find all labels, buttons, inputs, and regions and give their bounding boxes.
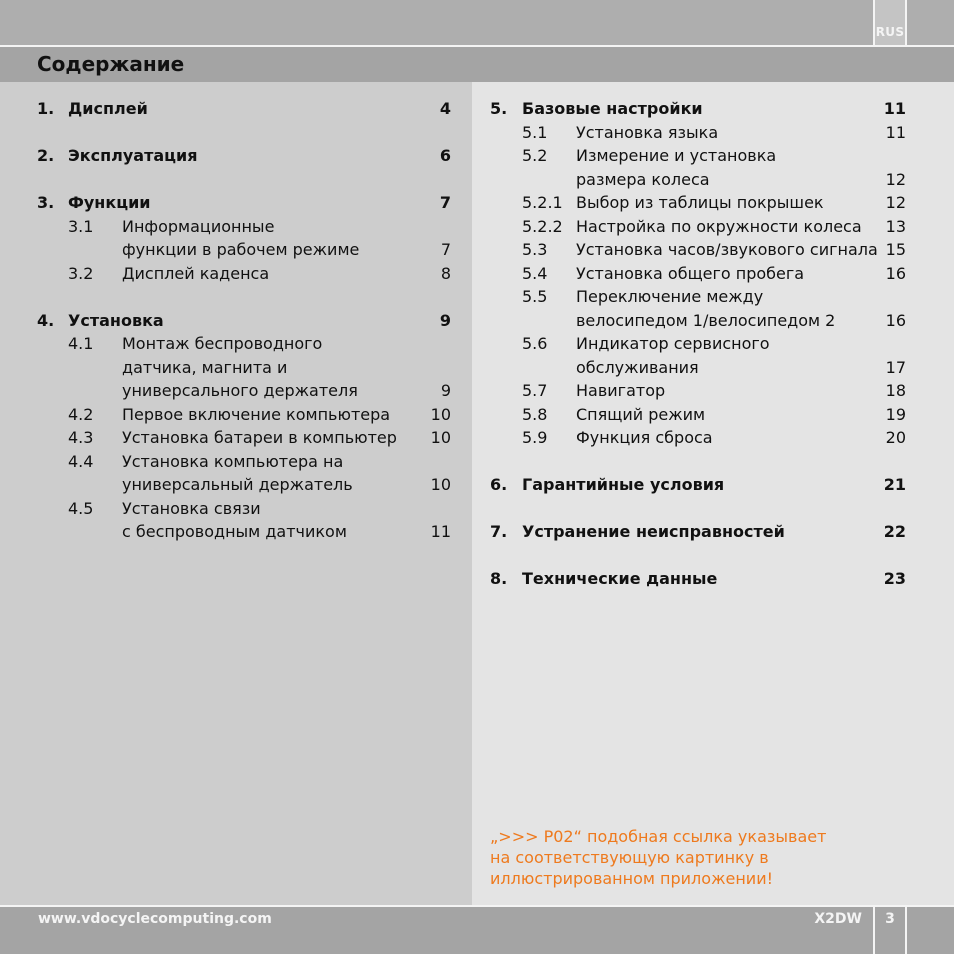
toc-entry-number: 6. <box>490 475 508 494</box>
toc-entry-title: датчика, магнита и <box>122 357 288 377</box>
toc-entry-number: 5.2.1 <box>522 193 563 212</box>
toc-entry-title: Установка компьютера на <box>122 451 344 471</box>
toc-entry-page: 20 <box>885 428 906 447</box>
page-number: 3 <box>885 911 895 927</box>
toc-entry-page: 10 <box>430 428 451 447</box>
toc-entry-number: 4.2 <box>68 404 94 424</box>
toc-entry-page: 17 <box>885 357 906 377</box>
toc-entry-number: 5.8 <box>522 404 548 424</box>
toc-entry-number: 5.5 <box>522 287 548 306</box>
toc-entry-number: 4.1 <box>68 334 94 353</box>
language-label: RUS <box>875 25 905 39</box>
reference-note <box>490 826 870 889</box>
toc-entry-page: 12 <box>885 169 906 189</box>
toc-entry-title: Установка общего пробега <box>576 263 805 283</box>
toc-entry-number: 3.1 <box>68 216 94 236</box>
toc-entry-number: 1. <box>37 99 55 118</box>
toc-entry-title: Настройка по окружности колеса <box>576 216 862 236</box>
toc-entry-title: Измерение и установка <box>576 146 777 165</box>
footer-model: X2DW <box>814 911 862 927</box>
toc-entry-page: 18 <box>885 381 906 400</box>
note-line: на соответствующую картинку в <box>490 848 769 867</box>
toc-entry-title: Функция сброса <box>576 428 713 447</box>
toc-entry-page: 15 <box>885 240 906 259</box>
note-line: „>>> P02“ подобная ссылка указывает <box>490 827 827 846</box>
toc-entry-title: Навигатор <box>576 381 666 400</box>
toc-entry-title: Переключение между <box>576 287 764 306</box>
toc-entry-number: 5.3 <box>522 240 548 259</box>
toc-entry-number: 5. <box>490 99 508 118</box>
toc-entry-title: Устранение неисправностей <box>522 522 785 541</box>
toc-entry-number: 3.2 <box>68 263 94 283</box>
toc-entry-number: 8. <box>490 569 508 588</box>
toc-entry-number: 5.1 <box>522 122 548 142</box>
toc-entry-page: 10 <box>430 404 451 424</box>
toc-entry-page: 16 <box>885 263 906 283</box>
toc-entry-title: Установка связи <box>122 498 261 518</box>
toc-entry-page: 8 <box>440 263 451 283</box>
page-title: Содержание <box>37 52 185 76</box>
toc-entry-title: универсального держателя <box>122 381 358 400</box>
toc-entry-number: 5.2 <box>522 146 548 165</box>
toc-entry-title: Базовые настройки <box>522 99 703 118</box>
footer-page-tab <box>873 907 907 954</box>
toc-entry-number: 3. <box>37 193 55 212</box>
toc-entry-page: 21 <box>883 475 906 494</box>
toc-entry-number: 5.6 <box>522 334 548 353</box>
toc-entry-page: 16 <box>885 310 906 330</box>
toc-entry-number: 4.4 <box>68 451 94 471</box>
toc-entry-title: Монтаж беспроводного <box>122 334 323 353</box>
toc-entry-page: 11 <box>885 122 906 142</box>
toc-entry-page: 12 <box>885 193 906 212</box>
toc-entry-title: Установка <box>68 310 164 330</box>
toc-entry-page: 22 <box>883 522 906 541</box>
toc-entry-title: Индикатор сервисного <box>576 334 770 353</box>
toc-entry-title: Технические данные <box>522 569 718 588</box>
toc-entry-page: 11 <box>430 522 451 541</box>
toc-entry-number: 5.9 <box>522 428 548 447</box>
toc-entry-title: Дисплей каденса <box>122 263 270 283</box>
toc-entry-number: 4.3 <box>68 428 94 447</box>
note-line: иллюстрированном приложении! <box>490 869 773 888</box>
toc-entry-number: 7. <box>490 522 508 541</box>
top-band <box>0 0 954 45</box>
toc-entry-title: размера колеса <box>576 169 710 189</box>
toc-entry-page: 23 <box>883 569 906 588</box>
title-band <box>0 47 954 82</box>
toc-entry-number: 2. <box>37 146 55 165</box>
toc-entry-page: 7 <box>439 193 451 212</box>
toc-entry-title: Эксплуатация <box>68 146 198 165</box>
toc-entry-page: 19 <box>885 404 906 424</box>
toc-entry-title: Информационные <box>122 216 275 236</box>
toc-entry-page: 10 <box>430 475 451 494</box>
toc-entry-number: 4.5 <box>68 498 94 518</box>
toc-entry-number: 4. <box>37 310 55 330</box>
toc-entry-title: Установка языка <box>576 122 719 142</box>
toc-entry-title: обслуживания <box>576 357 699 377</box>
toc-entry-title: с беспроводным датчиком <box>122 522 347 541</box>
toc-entry-title: функции в рабочем режиме <box>122 240 360 259</box>
toc-entry-page: 9 <box>439 310 451 330</box>
toc-entry-title: велосипедом 1/велосипедом 2 <box>576 310 836 330</box>
toc-entry-title: Функции <box>68 193 151 212</box>
toc-entry-title: Дисплей <box>68 99 148 118</box>
toc-entry-title: Установка часов/звукового сигнала <box>576 240 878 259</box>
language-tab <box>873 0 907 45</box>
toc-entry-page: 6 <box>439 146 451 165</box>
toc-entry-number: 5.2.2 <box>522 216 563 236</box>
toc-entry-title: Установка батареи в компьютер <box>122 428 397 447</box>
toc-entry-number: 5.4 <box>522 263 548 283</box>
toc-entry-title: Гарантийные условия <box>522 475 725 494</box>
toc-entry-page: 13 <box>885 216 906 236</box>
toc-entry-number: 5.7 <box>522 381 548 400</box>
toc-entry-title: Спящий режим <box>576 404 706 424</box>
footer-url: www.vdocyclecomputing.com <box>38 911 272 927</box>
toc-entry-page: 9 <box>440 381 451 400</box>
toc-entry-title: Выбор из таблицы покрышек <box>576 193 824 212</box>
toc-entry-page: 11 <box>883 99 906 118</box>
toc-entry-page: 7 <box>440 240 451 259</box>
toc-entry-title: Первое включение компьютера <box>122 404 391 424</box>
toc-entry-title: универсальный держатель <box>122 475 353 494</box>
toc-entry-page: 4 <box>439 99 451 118</box>
